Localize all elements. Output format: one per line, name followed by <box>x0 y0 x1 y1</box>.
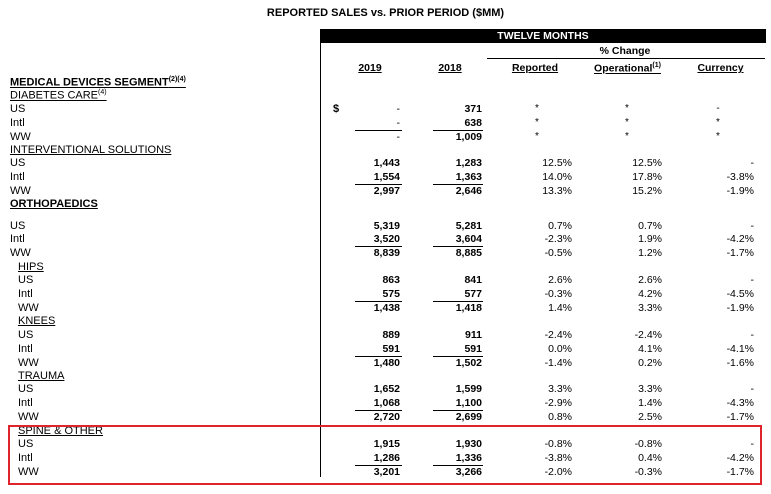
value-2019: 3,520 <box>373 233 400 245</box>
value-2019: 1,438 <box>373 302 400 314</box>
value-2019: - <box>396 103 400 115</box>
value-2018: 3,604 <box>455 233 482 245</box>
value-reported: -2.0% <box>544 466 572 478</box>
value-2018: 1,336 <box>455 452 482 464</box>
value-2018: 577 <box>464 288 482 300</box>
value-2019: 2,720 <box>373 411 400 423</box>
row-label: US <box>18 274 34 286</box>
value-reported: -0.5% <box>544 247 572 259</box>
value-operational: 3.3% <box>638 302 662 314</box>
value-operational: -0.8% <box>634 438 662 450</box>
knees-caption-label: KNEES <box>18 315 56 327</box>
value-2018: 1,502 <box>455 357 482 369</box>
value-currency: - <box>716 103 720 114</box>
dollar-sign: $ <box>333 103 340 115</box>
value-2019: 5,319 <box>373 220 400 232</box>
pct-change-rule <box>487 58 765 59</box>
value-reported: -2.9% <box>544 397 572 409</box>
value-2019: 1,068 <box>373 397 400 409</box>
hips-caption-label: HIPS <box>18 261 44 273</box>
value-2018: 5,281 <box>455 220 482 232</box>
col-operational-sup: (1) <box>652 62 661 69</box>
value-2019: - <box>396 131 400 143</box>
row-label: WW <box>18 302 39 314</box>
value-reported: 3.3% <box>548 383 572 395</box>
value-operational: 2.6% <box>638 274 662 286</box>
col-operational <box>585 62 670 75</box>
diabetes-caption-label: DIABETES CARE <box>10 89 99 102</box>
row-label: WW <box>10 185 31 197</box>
trauma-caption <box>18 370 64 382</box>
value-operational: * <box>625 103 629 114</box>
row-label: Intl <box>18 397 33 409</box>
knees-caption <box>18 315 55 327</box>
value-currency: -1.7% <box>726 247 754 259</box>
value-operational: 12.5% <box>632 157 662 169</box>
value-2019: 1,554 <box>373 171 400 183</box>
value-reported: 0.8% <box>548 411 572 423</box>
value-reported: * <box>535 117 539 128</box>
row-label: WW <box>18 357 39 369</box>
interventional-caption-label: INTERVENTIONAL SOLUTIONS <box>10 144 172 156</box>
value-reported: -3.8% <box>544 452 572 464</box>
row-label: WW <box>10 131 31 143</box>
value-reported: -1.4% <box>544 357 572 369</box>
row-label: Intl <box>10 171 25 183</box>
value-currency: - <box>750 383 754 395</box>
value-2018: 1,363 <box>455 171 482 183</box>
value-2018: 1,100 <box>455 397 482 409</box>
value-operational: 1.2% <box>638 247 662 259</box>
value-currency: -1.7% <box>726 411 754 423</box>
ortho-caption-label: ORTHOPAEDICS <box>10 198 98 210</box>
segment-title-label: MEDICAL DEVICES SEGMENT <box>10 76 169 89</box>
spine-caption-label: SPINE & OTHER <box>18 425 103 437</box>
value-reported: 2.6% <box>548 274 572 286</box>
value-operational: -2.4% <box>634 329 662 341</box>
value-currency: -1.9% <box>726 302 754 314</box>
row-label: WW <box>18 466 39 478</box>
value-2019: 863 <box>382 274 400 286</box>
value-operational: 3.3% <box>638 383 662 395</box>
col-2019: 2019 <box>358 62 382 74</box>
value-operational: 0.2% <box>638 357 662 369</box>
value-reported: -2.4% <box>544 329 572 341</box>
col-currency: Currency <box>697 62 744 74</box>
value-2018: 638 <box>464 117 482 129</box>
value-2019: 591 <box>382 343 400 355</box>
value-currency: - <box>750 220 754 232</box>
row-label: US <box>18 383 34 395</box>
value-2018: 2,699 <box>455 411 482 423</box>
value-2019: 1,480 <box>373 357 400 369</box>
row-label: Intl <box>18 288 33 300</box>
value-2019: 1,443 <box>373 157 400 169</box>
value-currency: -1.9% <box>726 185 754 197</box>
row-label: Intl <box>18 452 33 464</box>
value-currency: -3.8% <box>726 171 754 183</box>
value-currency: - <box>750 329 754 341</box>
value-2018: 371 <box>464 103 482 115</box>
value-reported: * <box>535 131 539 142</box>
row-label: US <box>10 103 26 115</box>
value-operational: -0.3% <box>634 466 662 478</box>
row-label: WW <box>10 247 31 259</box>
col-reported: Reported <box>511 62 559 74</box>
value-2019: 889 <box>382 329 400 341</box>
value-operational: 4.1% <box>638 343 662 355</box>
value-currency: -1.7% <box>726 466 754 478</box>
value-2019: 1,286 <box>373 452 400 464</box>
column-divider <box>320 43 321 477</box>
row-label: US <box>18 329 34 341</box>
value-currency: -4.1% <box>726 343 754 355</box>
value-currency: * <box>716 117 720 128</box>
trauma-caption-label: TRAUMA <box>18 370 65 382</box>
value-reported: 0.7% <box>548 220 572 232</box>
highlight-box <box>8 425 762 485</box>
value-currency: -4.5% <box>726 288 754 300</box>
value-operational: 0.4% <box>638 452 662 464</box>
value-2018: 911 <box>465 329 482 341</box>
value-2019: - <box>396 117 400 129</box>
row-label: US <box>18 438 34 450</box>
value-reported: 13.3% <box>542 185 572 197</box>
value-2018: 8,885 <box>455 247 482 259</box>
value-operational: 1.4% <box>638 397 662 409</box>
value-reported: * <box>535 103 539 114</box>
value-operational: 15.2% <box>632 185 662 197</box>
ortho-caption <box>10 198 98 210</box>
value-reported: 14.0% <box>542 171 572 183</box>
row-label: Intl <box>10 233 25 245</box>
hips-caption <box>18 261 44 273</box>
value-2018: 1,599 <box>455 383 482 395</box>
diabetes-caption <box>10 89 107 102</box>
col-2018: 2018 <box>438 62 462 74</box>
value-currency: -4.2% <box>726 233 754 245</box>
report-title: REPORTED SALES vs. PRIOR PERIOD ($MM) <box>266 7 505 19</box>
value-operational: 0.7% <box>638 220 662 232</box>
value-currency: -1.6% <box>726 357 754 369</box>
value-reported: 0.0% <box>548 343 572 355</box>
value-2019: 8,839 <box>373 247 400 259</box>
value-reported: -0.8% <box>544 438 572 450</box>
value-operational: 2.5% <box>638 411 662 423</box>
value-currency: * <box>716 131 720 142</box>
value-2018: 2,646 <box>455 185 482 197</box>
diabetes-caption-sup: (4) <box>98 89 107 96</box>
value-currency: -4.2% <box>726 452 754 464</box>
row-label: WW <box>18 411 39 423</box>
value-currency: - <box>750 157 754 169</box>
value-2018: 1,009 <box>455 131 482 143</box>
value-2018: 841 <box>464 274 482 286</box>
value-reported: 1.4% <box>548 302 572 314</box>
row-label: Intl <box>18 343 33 355</box>
twelve-months-label: TWELVE MONTHS <box>497 30 589 42</box>
value-operational: 1.9% <box>638 233 662 245</box>
value-operational: 17.8% <box>632 171 662 183</box>
row-label: US <box>10 157 26 169</box>
value-currency: - <box>750 274 754 286</box>
interventional-caption <box>10 144 171 156</box>
pct-change-header: % Change <box>599 45 651 57</box>
value-2019: 1,915 <box>373 438 400 450</box>
value-operational: * <box>625 117 629 128</box>
value-2019: 575 <box>382 288 400 300</box>
value-2019: 3,201 <box>373 466 400 478</box>
value-2018: 3,266 <box>455 466 482 478</box>
value-2018: 1,930 <box>455 438 482 450</box>
segment-title <box>10 76 186 89</box>
value-currency: - <box>750 438 754 450</box>
value-2019: 2,997 <box>373 185 400 197</box>
value-reported: 12.5% <box>542 157 572 169</box>
value-reported: -0.3% <box>544 288 572 300</box>
value-2018: 591 <box>464 343 482 355</box>
value-2019: 1,652 <box>373 383 400 395</box>
row-label: US <box>10 220 26 232</box>
value-2018: 1,283 <box>455 157 482 169</box>
col-operational-label: Operational <box>594 62 653 75</box>
value-currency: -4.3% <box>726 397 754 409</box>
row-label: Intl <box>10 117 25 129</box>
segment-title-sup: (2)(4) <box>168 76 186 83</box>
value-2018: 1,418 <box>455 302 482 314</box>
value-reported: -2.3% <box>544 233 572 245</box>
value-operational: * <box>625 131 629 142</box>
value-operational: 4.2% <box>638 288 662 300</box>
